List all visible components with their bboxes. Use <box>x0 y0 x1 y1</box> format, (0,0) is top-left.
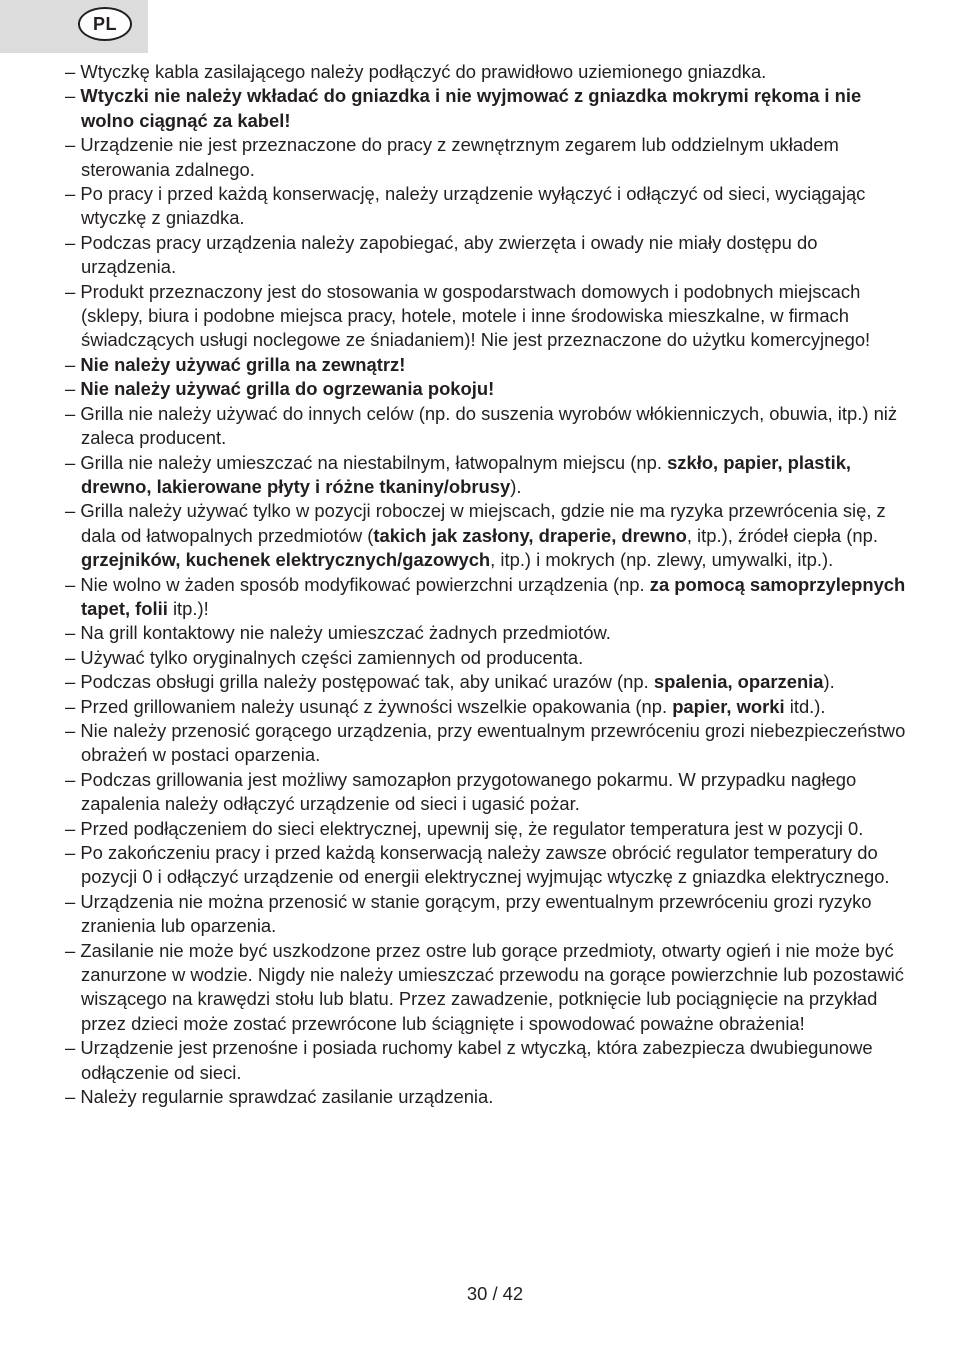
bullet-dash: – <box>65 695 76 717</box>
bullet-dash: – <box>65 231 76 253</box>
instruction-text: Nie należy przenosić gorącego urządzenia, przy ewentualnym przewróceniu grozi niebezpieczeństwo obrażeń w postaci oparzenia. <box>80 719 906 766</box>
instruction-text: Podczas pracy urządzenia należy zapobiegać, aby zwierzęta i owady nie miały dostępu do urządzenia. <box>80 231 818 278</box>
bullet-dash: – <box>65 85 76 107</box>
instruction-text: Na grill kontaktowy nie należy umieszczać żadnych przedmiotów. <box>80 622 611 644</box>
instruction-text-bold: spalenia, oparzenia <box>653 671 824 693</box>
instruction-item <box>65 402 911 451</box>
instruction-text-bold: papier, worki <box>672 695 785 717</box>
instruction-list <box>65 60 911 1109</box>
instruction-item <box>65 231 911 280</box>
instruction-text: Grilla nie należy umieszczać na niestabilnym, łatwopalnym miejscu (np. <box>80 451 668 473</box>
instruction-text: Podczas obsługi grilla należy postępować tak, aby unikać urazów (np. <box>80 671 654 693</box>
bullet-dash: – <box>65 1086 76 1108</box>
instruction-text: Po zakończeniu pracy i przed każdą konserwacją należy zawsze obrócić regulator temperatury do pozycji 0 i odłączyć urządzenie od energii elektrycznej wyjmując wtyczkę z gniazdka elektrycznego. <box>80 842 890 888</box>
instruction-text: Urządzenie nie jest przeznaczone do pracy z zewnętrznym zegarem lub oddzielnym układem sterowania zdalnego. <box>80 134 839 180</box>
bullet-dash: – <box>65 378 76 400</box>
bullet-dash: – <box>65 451 76 473</box>
instruction-item <box>65 451 911 500</box>
instruction-text: ). <box>823 671 835 693</box>
instruction-text: Wtyczkę kabla zasilającego należy podłączyć do prawidłowo uziemionego gniazdka. <box>80 61 767 82</box>
instruction-text: Zasilanie nie może być uszkodzone przez ostre lub gorące przedmioty, otwarty ogień i nie może być zanurzone w wodzie. Nigdy nie należy umieszczać przewodu na gorące powierzchnie lub pozostawić wiszącego na krawędzi stołu lub blatu. Przez zawadzenie, potknięcie lub pociągnięcie na przykład przez dzieci może zostać przewrócone lub ściągnięte i spowodować poważne obrażenia! <box>80 939 904 1034</box>
instruction-text: itp.)! <box>167 597 209 619</box>
language-badge: PL <box>78 7 132 41</box>
instruction-text: Produkt przeznaczony jest do stosowania w gospodarstwach domowych i podobnych miejscach (sklepy, biura i podobne miejsca pracy, hotele, motele i inne środowiska mieszkalne, w firmach świadczących usługi noclegowe ze śniadaniem)! Nie jest przeznaczone do użytku komercyjnego! <box>80 280 871 351</box>
instruction-text: , itp.), źródeł ciepła (np. <box>686 524 878 546</box>
bullet-dash: – <box>65 402 76 424</box>
instruction-text: Urządzenia nie można przenosić w stanie gorącym, przy ewentualnym przewróceniu grozi ryzyko zranienia lub oparzenia. <box>80 890 872 937</box>
bullet-dash: – <box>65 842 76 863</box>
bullet-dash: – <box>65 61 76 82</box>
instruction-text: Po pracy i przed każdą konserwację, należy urządzenie wyłączyć i odłączyć od sieci, wyciągając wtyczkę z gniazdka. <box>80 183 866 229</box>
bullet-dash: – <box>65 573 76 595</box>
instruction-text: Grilla nie należy używać do innych celów (np. do suszenia wyrobów włókienniczych, obuwia, itp.) niż zaleca producent. <box>80 402 898 449</box>
instruction-item <box>65 280 911 353</box>
bullet-dash: – <box>65 500 76 522</box>
instruction-item <box>65 377 911 401</box>
bullet-dash: – <box>65 1037 76 1059</box>
instruction-item <box>65 646 911 670</box>
instruction-item <box>65 60 911 84</box>
bullet-dash: – <box>65 134 76 156</box>
language-tab <box>0 0 148 53</box>
instruction-text-bold: grzejników, kuchenek elektrycznych/gazowych <box>81 549 491 571</box>
instruction-text-bold: takich jak zasłony, draperie, drewno <box>373 524 687 546</box>
instruction-text: Przed grillowaniem należy usunąć z żywności wszelkie opakowania (np. <box>80 695 673 717</box>
bullet-dash: – <box>65 622 76 644</box>
instruction-item <box>65 939 911 1037</box>
instruction-item <box>65 695 911 719</box>
bullet-dash: – <box>65 890 76 912</box>
instruction-item <box>65 621 911 645</box>
bullet-dash: – <box>65 353 76 375</box>
instruction-item <box>65 182 911 231</box>
bullet-dash: – <box>65 280 76 302</box>
instruction-item <box>65 841 911 890</box>
instruction-text-bold: Nie należy używać grilla do ogrzewania pokoju! <box>80 378 495 400</box>
instruction-text: Nie wolno w żaden sposób modyfikować powierzchni urządzenia (np. <box>80 573 650 595</box>
instruction-item <box>65 719 911 768</box>
instruction-text-bold: Nie należy używać grilla na zewnątrz! <box>80 353 406 375</box>
instruction-text-bold: Wtyczki nie należy wkładać do gniazdka i nie wyjmować z gniazdka mokrymi rękoma i nie wolno ciągnąć za kabel! <box>80 85 862 131</box>
instruction-item <box>65 768 911 817</box>
instruction-item <box>65 890 911 939</box>
instruction-text: Podczas grillowania jest możliwy samozapłon przygotowanego pokarmu. W przypadku nagłego zapalenia należy odłączyć urządzenie od sieci i ugasić pożar. <box>80 768 857 815</box>
instruction-text-bold: szkło, papier, plastik, drewno, lakierowane płyty i różne tkaniny/obrusy <box>81 451 852 497</box>
instruction-item <box>65 1085 911 1109</box>
instruction-item <box>65 1036 911 1085</box>
instruction-text: Urządzenie jest przenośne i posiada ruchomy kabel z wtyczką, która zabezpiecza dwubiegunowe odłączenie od sieci. <box>80 1037 873 1083</box>
instruction-item <box>65 499 911 572</box>
safety-instructions <box>65 60 911 1109</box>
instruction-item <box>65 670 911 694</box>
bullet-dash: – <box>65 768 76 790</box>
bullet-dash: – <box>65 939 76 961</box>
instruction-text: itd.). <box>784 695 826 717</box>
bullet-dash: – <box>65 719 76 741</box>
instruction-item <box>65 817 911 841</box>
page-number: 30 / 42 <box>466 1283 524 1304</box>
instruction-item <box>65 133 911 182</box>
instruction-item <box>65 573 911 622</box>
instruction-text-bold: za pomocą samoprzylepnych tapet, folii <box>81 573 906 619</box>
bullet-dash: – <box>65 817 76 839</box>
instruction-text: , itp.) i mokrych (np. zlewy, umywalki, itp.). <box>490 549 834 571</box>
bullet-dash: – <box>65 646 76 668</box>
instruction-text: Należy regularnie sprawdzać zasilanie urządzenia. <box>80 1086 494 1108</box>
instruction-text: Używać tylko oryginalnych części zamiennych od producenta. <box>80 646 584 668</box>
instruction-item <box>65 353 911 377</box>
instruction-text: Przed podłączeniem do sieci elektrycznej, upewnij się, że regulator temperatura jest w pozycji 0. <box>80 817 864 839</box>
bullet-dash: – <box>65 183 76 205</box>
instruction-item <box>65 84 911 133</box>
instruction-text: Grilla należy używać tylko w pozycji roboczej w miejscach, gdzie nie ma ryzyka przewrócenia się, z dala od łatwopalnych przedmiotów ( <box>80 500 886 546</box>
bullet-dash: – <box>65 671 76 693</box>
instruction-text: ). <box>510 475 522 497</box>
